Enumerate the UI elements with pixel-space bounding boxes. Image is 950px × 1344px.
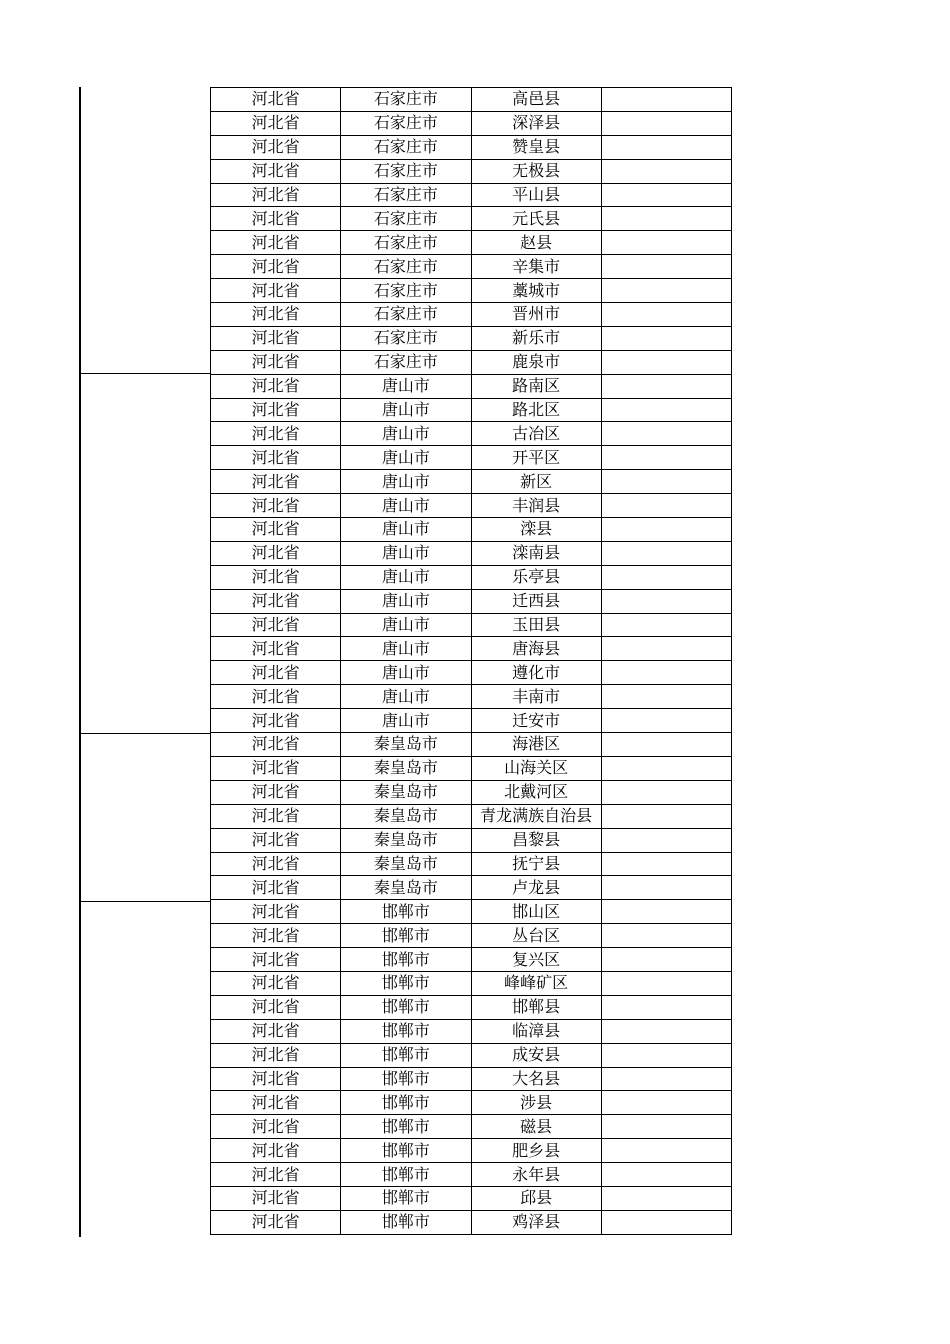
city-cell[interactable]: 邯郸市 [341, 948, 471, 972]
table-row [211, 494, 732, 518]
district-cell[interactable]: 滦南县 [471, 541, 601, 565]
district-cell[interactable]: 开平区 [471, 446, 601, 470]
city-cell[interactable]: 邯郸市 [341, 995, 471, 1019]
city-cell[interactable]: 石家庄市 [341, 326, 471, 350]
city-cell[interactable]: 石家庄市 [341, 183, 471, 207]
province-cell[interactable]: 河北省 [211, 398, 341, 422]
district-cell[interactable]: 辛集市 [471, 255, 601, 279]
province-cell[interactable]: 河北省 [211, 661, 341, 685]
province-cell[interactable]: 河北省 [211, 613, 341, 637]
note-cell[interactable] [601, 111, 731, 135]
province-cell[interactable]: 河北省 [211, 326, 341, 350]
table-row [211, 804, 732, 828]
table-row [211, 1163, 732, 1187]
city-cell[interactable]: 秦皇岛市 [341, 876, 471, 900]
province-cell[interactable]: 河北省 [211, 1067, 341, 1091]
table-row [211, 135, 732, 159]
province-cell[interactable]: 河北省 [211, 852, 341, 876]
note-cell[interactable] [601, 135, 731, 159]
city-cell[interactable]: 邯郸市 [341, 924, 471, 948]
note-cell[interactable] [601, 613, 731, 637]
table-row [211, 1186, 732, 1210]
city-cell[interactable]: 石家庄市 [341, 207, 471, 231]
note-cell[interactable] [601, 709, 731, 733]
city-cell[interactable]: 石家庄市 [341, 135, 471, 159]
district-cell[interactable]: 卢龙县 [471, 876, 601, 900]
city-cell[interactable]: 秦皇岛市 [341, 733, 471, 757]
note-cell[interactable] [601, 637, 731, 661]
table-row [211, 255, 732, 279]
table-row [211, 1067, 732, 1091]
province-cell[interactable]: 河北省 [211, 756, 341, 780]
city-cell[interactable]: 石家庄市 [341, 88, 471, 112]
city-cell[interactable]: 石家庄市 [341, 111, 471, 135]
province-cell[interactable]: 河北省 [211, 637, 341, 661]
table-row [211, 207, 732, 231]
note-cell[interactable] [601, 1186, 731, 1210]
group-separator [80, 373, 211, 374]
table-row [211, 589, 732, 613]
city-cell[interactable]: 邯郸市 [341, 1091, 471, 1115]
note-cell[interactable] [601, 685, 731, 709]
province-cell[interactable]: 河北省 [211, 828, 341, 852]
table-row [211, 756, 732, 780]
city-cell[interactable]: 石家庄市 [341, 255, 471, 279]
district-cell[interactable]: 玉田县 [471, 613, 601, 637]
district-cell[interactable]: 藁城市 [471, 279, 601, 303]
city-cell[interactable]: 邯郸市 [341, 1115, 471, 1139]
city-cell[interactable]: 邯郸市 [341, 1067, 471, 1091]
table-row [211, 971, 732, 995]
province-cell[interactable]: 河北省 [211, 1043, 341, 1067]
table-row [211, 828, 732, 852]
city-cell[interactable]: 石家庄市 [341, 303, 471, 327]
city-cell[interactable]: 秦皇岛市 [341, 828, 471, 852]
district-cell[interactable]: 青龙满族自治县 [471, 804, 601, 828]
district-cell[interactable]: 鸡泽县 [471, 1210, 601, 1234]
table-row [211, 709, 732, 733]
province-cell[interactable]: 河北省 [211, 589, 341, 613]
table-row [211, 1210, 732, 1234]
note-cell[interactable] [601, 1067, 731, 1091]
table-row [211, 518, 732, 542]
province-cell[interactable]: 河北省 [211, 159, 341, 183]
note-cell[interactable] [601, 303, 731, 327]
district-cell[interactable]: 涉县 [471, 1091, 601, 1115]
district-cell[interactable]: 邱县 [471, 1186, 601, 1210]
note-cell[interactable] [601, 183, 731, 207]
province-cell[interactable]: 河北省 [211, 207, 341, 231]
city-cell[interactable]: 石家庄市 [341, 159, 471, 183]
district-cell[interactable]: 乐亭县 [471, 565, 601, 589]
city-cell[interactable]: 唐山市 [341, 637, 471, 661]
district-cell[interactable]: 路北区 [471, 398, 601, 422]
province-cell[interactable]: 河北省 [211, 183, 341, 207]
province-cell[interactable]: 河北省 [211, 780, 341, 804]
table-row [211, 541, 732, 565]
note-cell[interactable] [601, 995, 731, 1019]
city-cell[interactable]: 唐山市 [341, 661, 471, 685]
region-table [210, 87, 732, 1235]
district-cell[interactable]: 平山县 [471, 183, 601, 207]
note-cell[interactable] [601, 374, 731, 398]
group-separator [80, 901, 211, 902]
district-cell[interactable]: 遵化市 [471, 661, 601, 685]
city-cell[interactable]: 秦皇岛市 [341, 804, 471, 828]
table-row [211, 183, 732, 207]
city-cell[interactable]: 唐山市 [341, 541, 471, 565]
note-cell[interactable] [601, 159, 731, 183]
city-cell[interactable]: 唐山市 [341, 470, 471, 494]
note-cell[interactable] [601, 756, 731, 780]
city-cell[interactable]: 唐山市 [341, 565, 471, 589]
province-cell[interactable]: 河北省 [211, 924, 341, 948]
note-cell[interactable] [601, 876, 731, 900]
province-cell[interactable]: 河北省 [211, 1186, 341, 1210]
table-row [211, 733, 732, 757]
note-cell[interactable] [601, 88, 731, 112]
district-cell[interactable]: 复兴区 [471, 948, 601, 972]
note-cell[interactable] [601, 971, 731, 995]
district-cell[interactable]: 迁西县 [471, 589, 601, 613]
district-cell[interactable]: 抚宁县 [471, 852, 601, 876]
district-cell[interactable]: 鹿泉市 [471, 350, 601, 374]
city-cell[interactable]: 邯郸市 [341, 900, 471, 924]
province-cell[interactable]: 河北省 [211, 88, 341, 112]
city-cell[interactable]: 石家庄市 [341, 350, 471, 374]
city-cell[interactable]: 秦皇岛市 [341, 852, 471, 876]
district-cell[interactable]: 邯郸县 [471, 995, 601, 1019]
note-cell[interactable] [601, 1043, 731, 1067]
province-cell[interactable]: 河北省 [211, 900, 341, 924]
district-cell[interactable]: 山海关区 [471, 756, 601, 780]
note-cell[interactable] [601, 326, 731, 350]
district-cell[interactable]: 元氏县 [471, 207, 601, 231]
city-cell[interactable]: 邯郸市 [341, 1139, 471, 1163]
note-cell[interactable] [601, 589, 731, 613]
note-cell[interactable] [601, 279, 731, 303]
table-row [211, 1019, 732, 1043]
province-cell[interactable]: 河北省 [211, 995, 341, 1019]
city-cell[interactable]: 唐山市 [341, 589, 471, 613]
district-cell[interactable]: 海港区 [471, 733, 601, 757]
province-cell[interactable]: 河北省 [211, 135, 341, 159]
table-row [211, 948, 732, 972]
district-cell[interactable]: 无极县 [471, 159, 601, 183]
table-row [211, 350, 732, 374]
province-cell[interactable]: 河北省 [211, 971, 341, 995]
note-cell[interactable] [601, 1091, 731, 1115]
district-cell[interactable]: 新区 [471, 470, 601, 494]
table-row [211, 422, 732, 446]
city-cell[interactable]: 邯郸市 [341, 1019, 471, 1043]
table-row [211, 900, 732, 924]
note-cell[interactable] [601, 470, 731, 494]
table-row [211, 565, 732, 589]
district-cell[interactable]: 高邑县 [471, 88, 601, 112]
table-row [211, 1115, 732, 1139]
district-cell[interactable]: 迁安市 [471, 709, 601, 733]
table-row [211, 231, 732, 255]
district-cell[interactable]: 赵县 [471, 231, 601, 255]
province-cell[interactable]: 河北省 [211, 470, 341, 494]
province-cell[interactable]: 河北省 [211, 541, 341, 565]
note-cell[interactable] [601, 900, 731, 924]
note-cell[interactable] [601, 350, 731, 374]
district-cell[interactable]: 深泽县 [471, 111, 601, 135]
district-cell[interactable]: 昌黎县 [471, 828, 601, 852]
district-cell[interactable]: 丰润县 [471, 494, 601, 518]
table-row [211, 1043, 732, 1067]
note-cell[interactable] [601, 1139, 731, 1163]
table-row [211, 326, 732, 350]
city-cell[interactable]: 唐山市 [341, 518, 471, 542]
table-row [211, 111, 732, 135]
city-cell[interactable]: 唐山市 [341, 422, 471, 446]
province-cell[interactable]: 河北省 [211, 876, 341, 900]
district-cell[interactable]: 唐海县 [471, 637, 601, 661]
region-table-body [211, 88, 732, 1235]
district-cell[interactable]: 临漳县 [471, 1019, 601, 1043]
district-cell[interactable]: 丰南市 [471, 685, 601, 709]
province-cell[interactable]: 河北省 [211, 231, 341, 255]
district-cell[interactable]: 北戴河区 [471, 780, 601, 804]
table-row [211, 685, 732, 709]
table-row [211, 924, 732, 948]
province-cell[interactable]: 河北省 [211, 948, 341, 972]
note-cell[interactable] [601, 1210, 731, 1234]
note-cell[interactable] [601, 661, 731, 685]
city-cell[interactable]: 唐山市 [341, 685, 471, 709]
note-cell[interactable] [601, 255, 731, 279]
district-cell[interactable]: 峰峰矿区 [471, 971, 601, 995]
province-cell[interactable]: 河北省 [211, 350, 341, 374]
note-cell[interactable] [601, 948, 731, 972]
city-cell[interactable]: 唐山市 [341, 494, 471, 518]
note-cell[interactable] [601, 518, 731, 542]
note-cell[interactable] [601, 231, 731, 255]
group-separator [80, 733, 211, 734]
note-cell[interactable] [601, 1163, 731, 1187]
table-row [211, 470, 732, 494]
table-row [211, 159, 732, 183]
province-cell[interactable]: 河北省 [211, 1019, 341, 1043]
province-cell[interactable]: 河北省 [211, 279, 341, 303]
table-row [211, 374, 732, 398]
table-row [211, 995, 732, 1019]
city-cell[interactable]: 邯郸市 [341, 1163, 471, 1187]
note-cell[interactable] [601, 565, 731, 589]
district-cell[interactable]: 永年县 [471, 1163, 601, 1187]
province-cell[interactable]: 河北省 [211, 255, 341, 279]
city-cell[interactable]: 唐山市 [341, 709, 471, 733]
province-cell[interactable]: 河北省 [211, 685, 341, 709]
district-cell[interactable]: 肥乡县 [471, 1139, 601, 1163]
table-row [211, 852, 732, 876]
note-cell[interactable] [601, 780, 731, 804]
district-cell[interactable]: 磁县 [471, 1115, 601, 1139]
note-cell[interactable] [601, 733, 731, 757]
district-cell[interactable]: 新乐市 [471, 326, 601, 350]
province-cell[interactable]: 河北省 [211, 1163, 341, 1187]
province-cell[interactable]: 河北省 [211, 518, 341, 542]
province-cell[interactable]: 河北省 [211, 494, 341, 518]
province-cell[interactable]: 河北省 [211, 303, 341, 327]
city-cell[interactable]: 石家庄市 [341, 279, 471, 303]
table-row [211, 1091, 732, 1115]
note-cell[interactable] [601, 852, 731, 876]
note-cell[interactable] [601, 924, 731, 948]
district-cell[interactable]: 古冶区 [471, 422, 601, 446]
note-cell[interactable] [601, 422, 731, 446]
province-cell[interactable]: 河北省 [211, 422, 341, 446]
province-cell[interactable]: 河北省 [211, 374, 341, 398]
note-cell[interactable] [601, 446, 731, 470]
province-cell[interactable]: 河北省 [211, 1091, 341, 1115]
district-cell[interactable]: 赞皇县 [471, 135, 601, 159]
province-cell[interactable]: 河北省 [211, 804, 341, 828]
province-cell[interactable]: 河北省 [211, 733, 341, 757]
city-cell[interactable]: 唐山市 [341, 613, 471, 637]
province-cell[interactable]: 河北省 [211, 446, 341, 470]
province-cell[interactable]: 河北省 [211, 565, 341, 589]
city-cell[interactable]: 唐山市 [341, 446, 471, 470]
district-cell[interactable]: 邯山区 [471, 900, 601, 924]
district-cell[interactable]: 大名县 [471, 1067, 601, 1091]
district-cell[interactable]: 滦县 [471, 518, 601, 542]
city-cell[interactable]: 唐山市 [341, 374, 471, 398]
note-cell[interactable] [601, 1115, 731, 1139]
table-row [211, 613, 732, 637]
note-cell[interactable] [601, 828, 731, 852]
city-cell[interactable]: 唐山市 [341, 398, 471, 422]
table-row [211, 446, 732, 470]
table-row [211, 661, 732, 685]
district-cell[interactable]: 丛台区 [471, 924, 601, 948]
district-cell[interactable]: 成安县 [471, 1043, 601, 1067]
table-row [211, 1139, 732, 1163]
table-row [211, 876, 732, 900]
table-row [211, 637, 732, 661]
note-cell[interactable] [601, 494, 731, 518]
province-cell[interactable]: 河北省 [211, 1139, 341, 1163]
city-cell[interactable]: 邯郸市 [341, 971, 471, 995]
city-cell[interactable]: 秦皇岛市 [341, 756, 471, 780]
table-row [211, 88, 732, 112]
note-cell[interactable] [601, 207, 731, 231]
province-cell[interactable]: 河北省 [211, 111, 341, 135]
province-cell[interactable]: 河北省 [211, 1115, 341, 1139]
district-cell[interactable]: 晋州市 [471, 303, 601, 327]
province-cell[interactable]: 河北省 [211, 709, 341, 733]
city-cell[interactable]: 邯郸市 [341, 1186, 471, 1210]
note-cell[interactable] [601, 804, 731, 828]
note-cell[interactable] [601, 1019, 731, 1043]
city-cell[interactable]: 石家庄市 [341, 231, 471, 255]
city-cell[interactable]: 邯郸市 [341, 1043, 471, 1067]
left-border-line [79, 87, 81, 1237]
table-row [211, 303, 732, 327]
district-cell[interactable]: 路南区 [471, 374, 601, 398]
note-cell[interactable] [601, 541, 731, 565]
city-cell[interactable]: 秦皇岛市 [341, 780, 471, 804]
city-cell[interactable]: 邯郸市 [341, 1210, 471, 1234]
province-cell[interactable]: 河北省 [211, 1210, 341, 1234]
table-row [211, 279, 732, 303]
table-row [211, 780, 732, 804]
table-row [211, 398, 732, 422]
note-cell[interactable] [601, 398, 731, 422]
